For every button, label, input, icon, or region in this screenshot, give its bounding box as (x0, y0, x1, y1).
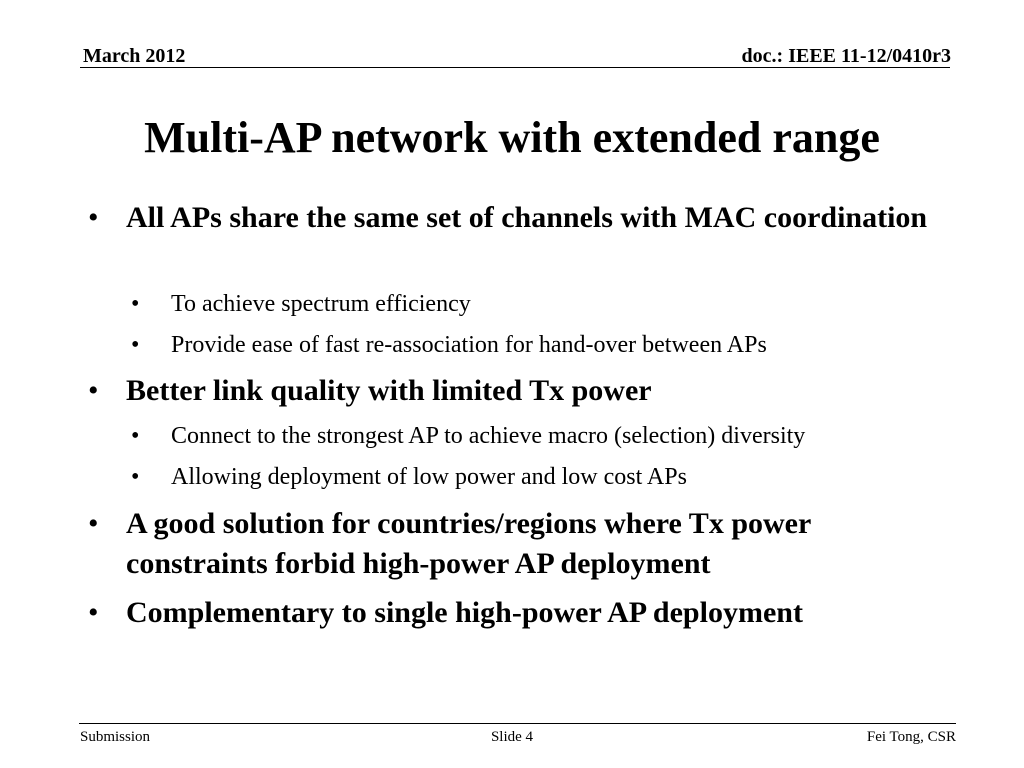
bullet-3-text: A good solution for countries/regions where Tx power constraints forbid high-power AP deployment (126, 507, 811, 580)
bullet-1-text: All APs share the same set of channels with MAC coordination (126, 201, 928, 234)
bullet-2-sub-1-symbol: • (131, 423, 140, 449)
bullet-3-symbol: • (88, 507, 99, 540)
bullet-2-sub-2 (131, 462, 961, 492)
bullet-1-symbol: • (88, 201, 99, 234)
footer-divider (79, 723, 956, 724)
bullet-4-symbol: • (88, 596, 99, 629)
footer-submission: Submission (80, 729, 151, 745)
bullet-1-sub-1 (131, 289, 961, 319)
bullet-2-sub-2-text: Allowing deployment of low power and low cost APs (171, 464, 687, 490)
bullet-1-sub-2-text: Provide ease of fast re-association for hand-over between APs (171, 332, 767, 358)
bullet-1-sub-2 (131, 330, 961, 360)
bullet-1-sub-2-symbol: • (131, 332, 140, 358)
bullet-2-sub-1-text: Connect to the strongest AP to achieve macro (selection) diversity (171, 423, 806, 449)
bullet-2-sub-2-symbol: • (131, 464, 140, 490)
footer-slide-number: Slide 4 (490, 729, 534, 745)
header-doc-id: doc.: IEEE 11-12/0410r3 (741, 45, 951, 67)
slide-title: Multi-AP network with extended range (144, 113, 880, 162)
bullet-2-sub-1 (131, 421, 961, 451)
bullet-4 (88, 593, 946, 633)
footer-author: Fei Tong, CSR (866, 729, 956, 745)
bullet-1 (88, 198, 946, 238)
header-divider (80, 67, 950, 68)
bullet-3 (88, 504, 946, 584)
header-date: March 2012 (83, 45, 186, 67)
bullet-2-text: Better link quality with limited Tx power (126, 374, 652, 407)
bullet-2-symbol: • (88, 374, 99, 407)
bullet-2 (88, 371, 946, 411)
bullet-1-sub-1-symbol: • (131, 291, 140, 317)
bullet-4-text: Complementary to single high-power AP deployment (126, 596, 803, 629)
bullet-1-sub-1-text: To achieve spectrum efficiency (171, 291, 471, 317)
